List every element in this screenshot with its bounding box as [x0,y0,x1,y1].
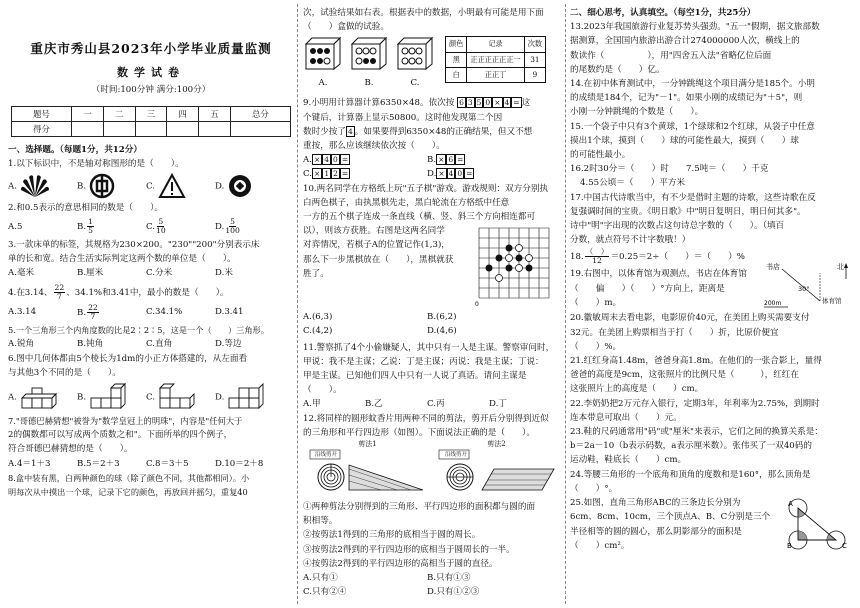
q8-figure [303,34,561,96]
q5-option-b[interactable]: B.钝角 [77,339,104,350]
q2-options [8,216,294,238]
question-10-line-3: 一方的五个棋子连成一条直线（横、竖、斜三个方向相连都可 [303,212,536,223]
question-23-line-3: 运动鞋，鞋底长（ ）cm。 [570,455,687,466]
q1-option-a[interactable]: A. [8,173,77,199]
question-4: 4.在3.14、 $\frac{22}{7}$ 、34.1%和3.41中，最小的数是（ ）。 [8,283,229,302]
tally-cell: 正正正正正正一 [467,52,524,67]
q5-option-a[interactable]: A.锐角 [8,339,35,350]
q12-option-d[interactable]: D.只有①②③ [427,587,480,598]
section-heading: 一、选择题。（每题1分，共12分） [8,145,142,156]
q8-option-b[interactable]: B. [349,34,389,89]
score-cell: 题号 [12,106,72,121]
q10-option-a[interactable]: A.(6,3) [303,312,333,323]
q12-option-b[interactable]: B.只有①③ [427,573,471,584]
q4-option-d[interactable]: D.3.41 [215,307,244,318]
question-10-line-7: 胜了。 [303,268,329,279]
tally-table [445,36,546,83]
bank-logo-icon [89,173,115,199]
q3-option-d[interactable]: D.米 [215,268,233,279]
q3-option-c[interactable]: C.分米 [146,268,173,279]
q10-options [303,310,561,324]
question-10-line-2: 白两色棋子，由执黑棋先走，黑白轮流在方格纸中任意 [303,197,510,208]
score-input-cell[interactable] [135,121,167,136]
q11-option-d[interactable]: D.丁 [489,399,507,410]
score-cell: 五 [199,106,231,121]
question-10-line-1: 10.两名同学在方格纸上玩"五子棋"游戏。游戏规则：双方分别执 [303,183,549,194]
question-10-line-5: 对弈情况，若棋子A的位置记作(1,3)， [303,240,450,251]
question-13-line-1: 13.2023年我国旅游行业复苏势头强劲。"五一"假期，据文旅部数 [570,22,820,33]
calc-key: × [494,98,501,108]
statement-1: ①两种剪法分别得到的三角形、平行四边形的面积都与圆的面 [303,502,536,513]
q11-option-c[interactable]: C.丙 [427,399,445,410]
question-8-line-4: （ ）盒做的试验。 [303,22,389,33]
question-16-line-2: 4.55公顷＝（ ）平方米 [580,178,686,189]
q2-option-a[interactable]: A.5 [8,221,23,232]
cube-stack-icon [89,382,133,412]
q1-option-b[interactable]: B. [77,173,146,199]
question-17-line-3: 诗中"明"字出现的次数占这句诗总字数的（ ）。（填百 [570,221,785,232]
question-6-line-1: 6.图中几何体都由5个棱长为1dm的小正方体搭建的，从左面看 [8,353,248,364]
question-3-line-2: 单的长和宽。结合生活实际判定这两个数的单位是（ ）。 [8,253,236,264]
question-22-line-1: 22.李奶奶把2万元存入银行，定期3年，年利率为2.75%，到期时 [570,398,820,409]
calc-key: 4 [504,98,510,108]
statement-3: ③按剪法2得到的平行四边形的底相当于圆周长的一半。 [303,544,515,555]
column-middle [303,6,561,599]
q4-option-a[interactable]: A.3.14 [8,307,37,318]
svg-text:0: 0 [475,301,479,309]
fraction: $\frac{1}{5}$ [88,217,93,236]
fraction: $\frac{5}{10}$ [156,217,166,236]
q25-block [570,496,854,556]
question-8-line-3: 次，试验结果如右表。根据表中的数据，小明最有可能是用下面 [303,8,544,18]
ball-box-icon [396,34,434,70]
question-21-line-2: 爸爸的高度是9cm，这张照片的比例尺是（ ），红红在 [570,370,799,381]
question-22-line-2: 连本带息可取出（ ）元。 [570,412,682,423]
huawei-logo-icon [20,173,50,199]
score-cell: 总分 [230,106,290,121]
q11-options [303,397,561,411]
q5-options [8,337,294,351]
question-9-line-1: 9.小明用计算器计算6350×48。依次按 6 3 5 0 × 4 = 这 [303,98,531,109]
q9-option-c[interactable]: C. × 1 2 = [303,169,349,180]
q6-option-b[interactable]: B. [77,382,146,412]
question-25-line-4: （ ）cm²。 [570,540,630,551]
tally-header: 记录 [467,37,524,52]
q10-option-b[interactable]: B.(6,2) [427,312,457,323]
question-18: 18. $\frac{( )}{12}$ ＝0.25＝2÷（ ）＝（ ）% [570,247,745,266]
construction-bank-logo-icon [227,173,253,199]
score-table-header-row [12,106,291,121]
score-cell: 一 [72,106,104,121]
question-7-line-2: 2的偶数都可以写成两个质数之和"。下面所举的四个例子， [8,430,233,441]
q5-option-d[interactable]: D.等边 [215,339,242,350]
question-10-line-6: 那么下一步黑棋放在（ ），黑棋就获 [303,254,454,265]
calc-key: 5 [476,98,482,108]
q7-option-a[interactable]: A.4＝1＋3 [8,458,51,469]
q3-option-a[interactable]: A.毫米 [8,268,35,279]
ball-box-icon [304,34,342,70]
q12-option-a[interactable]: A.只有① [303,573,338,584]
q12-options [303,571,561,585]
tally-cell: 9 [524,67,545,82]
statement-2: ②按剪法1得到的三角形的底相当于圆的周长。 [303,530,481,541]
fraction: $\frac{5}{100}$ [225,217,240,236]
question-21-line-3: 这张照片上的高度是（ ）cm。 [570,384,704,395]
question-11-line-1: 11.警察抓了4个小偷嫌疑人，其中只有一人是主谋。警察审问时， [303,342,555,353]
score-cell: 得分 [12,121,72,136]
q11-option-a[interactable]: A.甲 [303,399,321,410]
q11-option-b[interactable]: B.乙 [365,399,383,410]
tally-header: 颜色 [446,37,467,52]
statement-1b: 积相等。 [303,516,338,527]
q7-option-b[interactable]: B.5＝2＋3 [77,458,120,469]
q1-options [8,171,294,201]
question-2: 2.和0.5表示的意思相同的数是（ ）。 [8,203,164,214]
cube-stack-icon [20,382,64,412]
question-8-line-1: 8.盒中装有黑，白两种颜色的球（除了颜色不同，其他都相同）。小 [8,472,250,483]
q5-option-c[interactable]: C.直角 [146,339,173,350]
q9-option-d[interactable]: D. × 4 0 = [427,169,473,180]
question-20-line-3: （ ）%。 [570,341,622,352]
question-7-line-3: 符合哥德巴赫猜想的是（ ）。 [8,444,133,455]
question-16-line-1: 16.2时30分＝（ ）时 7.5吨＝（ ）千克 [570,164,769,175]
question-17-line-2: 复强调时间的宝贵。《明日歌》中"明日复明日，明日何其多"。 [570,206,806,217]
calc-key: 3 [467,98,473,108]
score-input-cell[interactable] [72,121,104,136]
gomoku-board [473,224,557,308]
map-label-north: 北 [837,263,844,272]
tri-label-c: C [842,542,847,551]
score-cell: 二 [103,106,135,121]
time-info: （时间:100分钟 满分:100分） [91,85,211,96]
triangle-circles-figure [784,496,850,552]
score-cell: 四 [167,106,199,121]
question-11-line-2: 甲说：我不是主谋；乙说：丁是主谋；丙说：我是主谋；丁说： [303,356,544,367]
question-20-line-2: 32元。在美团上购票相当于打（ ）折，比原价便宜 [570,327,779,338]
calc-key: 4 [347,126,353,136]
question-8-line-2: 明每次从中摸出一个球，记录下它的颜色，再放回并摇匀，重复40 [8,487,248,498]
q1-option-c[interactable]: C. [146,173,215,199]
question-14-line-2: 的成绩是184个，记为"－1"。如果小刚的成绩记为"＋5"，则 [570,93,803,104]
q19-block [570,263,854,311]
q2-option-d[interactable]: D. $\frac{5}{100}$ [215,217,240,236]
calc-key: = [513,98,520,108]
q9-options-row-2 [303,167,561,181]
calc-key: 0 [485,98,491,108]
q3-option-b[interactable]: B.厘米 [77,268,104,279]
q4-option-c[interactable]: C.34.1% [146,307,183,318]
q12-option-c[interactable]: C.只有②④ [303,587,347,598]
score-input-cell[interactable] [199,121,231,136]
calc-key: 6 [459,98,464,108]
question-13-line-4: 的尾数约是（ ）亿。 [570,64,665,75]
question-13-line-2: 据测算，全国国内旅游出游合计274000000人次，横线上的 [570,36,800,47]
cube-stack-icon [227,382,271,412]
question-11-line-4: （ ）。 [303,385,342,396]
section-heading: 二、细心思考，认真填空。（每空1分，共25分） [570,8,756,18]
q2-option-b[interactable]: B. $\frac{1}{5}$ [77,217,93,236]
fraction: $\frac{22}{7}$ [88,302,98,321]
q9-options [303,153,561,167]
exam-subtitle: 数学试卷 [117,66,185,80]
question-6-line-2: 与其他3个不同的是（ ）。 [8,367,121,378]
map-label-scale: 200m [764,300,782,308]
question-12-line-2: 的三角形和平行四边形（如图）。下面说法正确的是（ ）。 [303,427,536,438]
tally-header: 次数 [524,37,545,52]
q7-option-c[interactable]: C.8＝3＋5 [146,458,189,469]
score-input-cell[interactable] [167,121,199,136]
question-9-line-3: 数时少按了 4 。如果要得到6350×48的正确结果，但又不想 [303,126,533,137]
question-15-line-3: 的可能性最小。 [570,150,631,161]
score-input-cell[interactable] [230,121,290,136]
q1-option-d[interactable]: D. [215,173,284,199]
q6-options [8,380,294,414]
question-7-line-1: 7."哥德巴赫猜想"被誉为"数学皇冠上的明珠"，内容是"任何大于 [8,416,243,427]
map-label-store: 书店 [766,263,780,272]
question-25-line-1: 25.如图，直角三角形ABC的三条边长分别为 [570,498,741,509]
fraction: $\frac{22}{7}$ [54,283,65,302]
question-9-line-4: 重按，那么应该继续依次按（ ）。 [303,141,445,152]
tri-label-b: B [787,542,792,551]
cut-method-1: 剪法1 [308,440,428,500]
question-24-line-1: 24.等腰三角形的一个底角和顶角的度数和是160°，那么顶角是 [570,469,811,480]
tally-cell: 31 [524,52,545,67]
q6-option-c[interactable]: C. [146,382,215,412]
cut-tag-2: 沿线剪开 [445,452,468,459]
cube-stack-icon [158,382,202,412]
q7-option-d[interactable]: D.10＝2＋8 [215,458,264,469]
question-9-line-2: 个键后，计算器上显示50800。这时他发现第二个因 [303,112,503,123]
fraction: $\frac{( )}{12}$ [585,247,609,266]
question-17-line-4: 分数，就点符号不计字数哦！） [570,235,691,246]
q6-option-a[interactable]: A. [8,382,77,412]
q7-options [8,457,294,471]
cut-method-2: 剪法2 [437,440,557,500]
direction-map [758,261,854,311]
tri-label-a: A [788,500,793,509]
score-table [11,106,291,137]
question-14-line-3: 小刚一分钟跳绳的个数是（ ）。 [570,107,704,118]
map-label-angle: 30° [798,285,810,294]
warning-sign-icon [158,173,186,199]
question-23-line-1: 23.鞋的尺码通常用"码"或"厘米"来表示，它们之间的换算关系是： [570,427,823,438]
tally-cell: 正正丁 [467,67,524,82]
question-25-line-2: 6cm、8cm、10cm，三个顶点A、B、C分别是三个 [570,512,771,523]
score-table-score-row [12,121,291,136]
q12-figure [303,440,561,500]
question-5: 5.一个三角形三个内角度数的比是2∶2∶5，这是一个（ ）三角形。 [8,325,269,336]
q2-option-c[interactable]: C. $\frac{5}{10}$ [146,217,166,236]
q10-option-c[interactable]: C.(4,2) [303,326,333,337]
q8-option-c[interactable]: C. [395,34,435,89]
question-17-line-1: 17.中国古代诗歌当中，有不少是借时主题的诗歌，这些诗歌在反 [570,192,816,203]
q6-option-d[interactable]: D. [215,382,284,412]
cut-tag-1: 沿线剪开 [315,452,338,459]
score-cell: 三 [135,106,167,121]
question-24-line-2: （ ）°。 [570,483,618,494]
question-20-line-1: 20.徽敏周末去看电影，电影原价40元，在美团上购买需要支付 [570,313,810,324]
question-19-line-1: 19.右图中，以体育馆为观测点，书店在体育馆 [570,269,747,280]
question-21-line-1: 21.红红身高1.48m，爸爸身高1.8m。在他们的一张合影上，量得 [570,356,822,367]
question-19-line-2: （ 偏 ）（ ）°方向上，距离是 [570,283,725,294]
question-15-line-1: 15.一个袋子中只有3个黄球，1个绿球和2个红球，从袋子中任意 [570,121,815,132]
q3-options [8,266,294,280]
q10-block [303,224,561,310]
question-19-line-3: （ ）m。 [570,297,622,308]
q9-option-b[interactable]: B. × 6 = [427,155,464,166]
question-3-line-1: 3.一款床单的标签，其规格为230×200。"230""200"分别表示床 [8,239,260,250]
question-11-line-3: 甲是主谋。已知他们四人中只有一人说了真话。请问主谋是 [303,371,527,382]
column-right [570,6,854,556]
question-12-line-1: 12.将同样的圆形蚊香片用两种不同的剪法，剪开后分别得到近似 [303,413,549,424]
score-input-cell[interactable] [103,121,135,136]
q8-option-a[interactable]: A. [303,34,343,89]
question-1: 1.以下标识中，不是轴对称图形的是（ ）。 [8,159,184,170]
q10-options-row-2 [303,324,561,338]
ball-box-icon [350,34,388,70]
q10-option-d[interactable]: D.(4,6) [427,326,457,337]
exam-title: 重庆市秀山县2023年小学毕业质量监测 [30,41,272,56]
question-23-line-2: b＝2a－10（b表示码数，a表示厘米数）。张伟买了一双40码的 [570,441,812,452]
statement-4: ④按剪法2得到的平行四边形的高相当于圆的直径。 [303,558,498,569]
question-14-line-1: 14.在初中体育测试中，一分钟跳绳这个项目满分是185个。小明 [570,79,815,90]
q9-option-a[interactable]: A. × 4 0 = [303,155,349,166]
q4-options [8,301,294,323]
tally-cell: 黑 [446,52,467,67]
question-10-line-4: 以），则该方获胜。右图是这两名同学 [303,226,445,237]
question-13-line-3: 数读作（ ），用"四舍五入法"省略亿位后面 [570,50,772,61]
map-label-gym: 体育馆 [822,297,842,306]
question-15-line-2: 摸出1个球，摸到（ ）球的可能性最大，摸到（ ）球 [570,135,799,146]
question-25-line-3: 半径相等的圆的圆心，那么阴影部分的面积是 [570,526,742,537]
q12-options-row-2 [303,585,561,599]
column-left [8,6,294,499]
tally-cell: 白 [446,67,467,82]
q4-option-b[interactable]: B. $\frac{22}{7}$ [77,302,98,321]
